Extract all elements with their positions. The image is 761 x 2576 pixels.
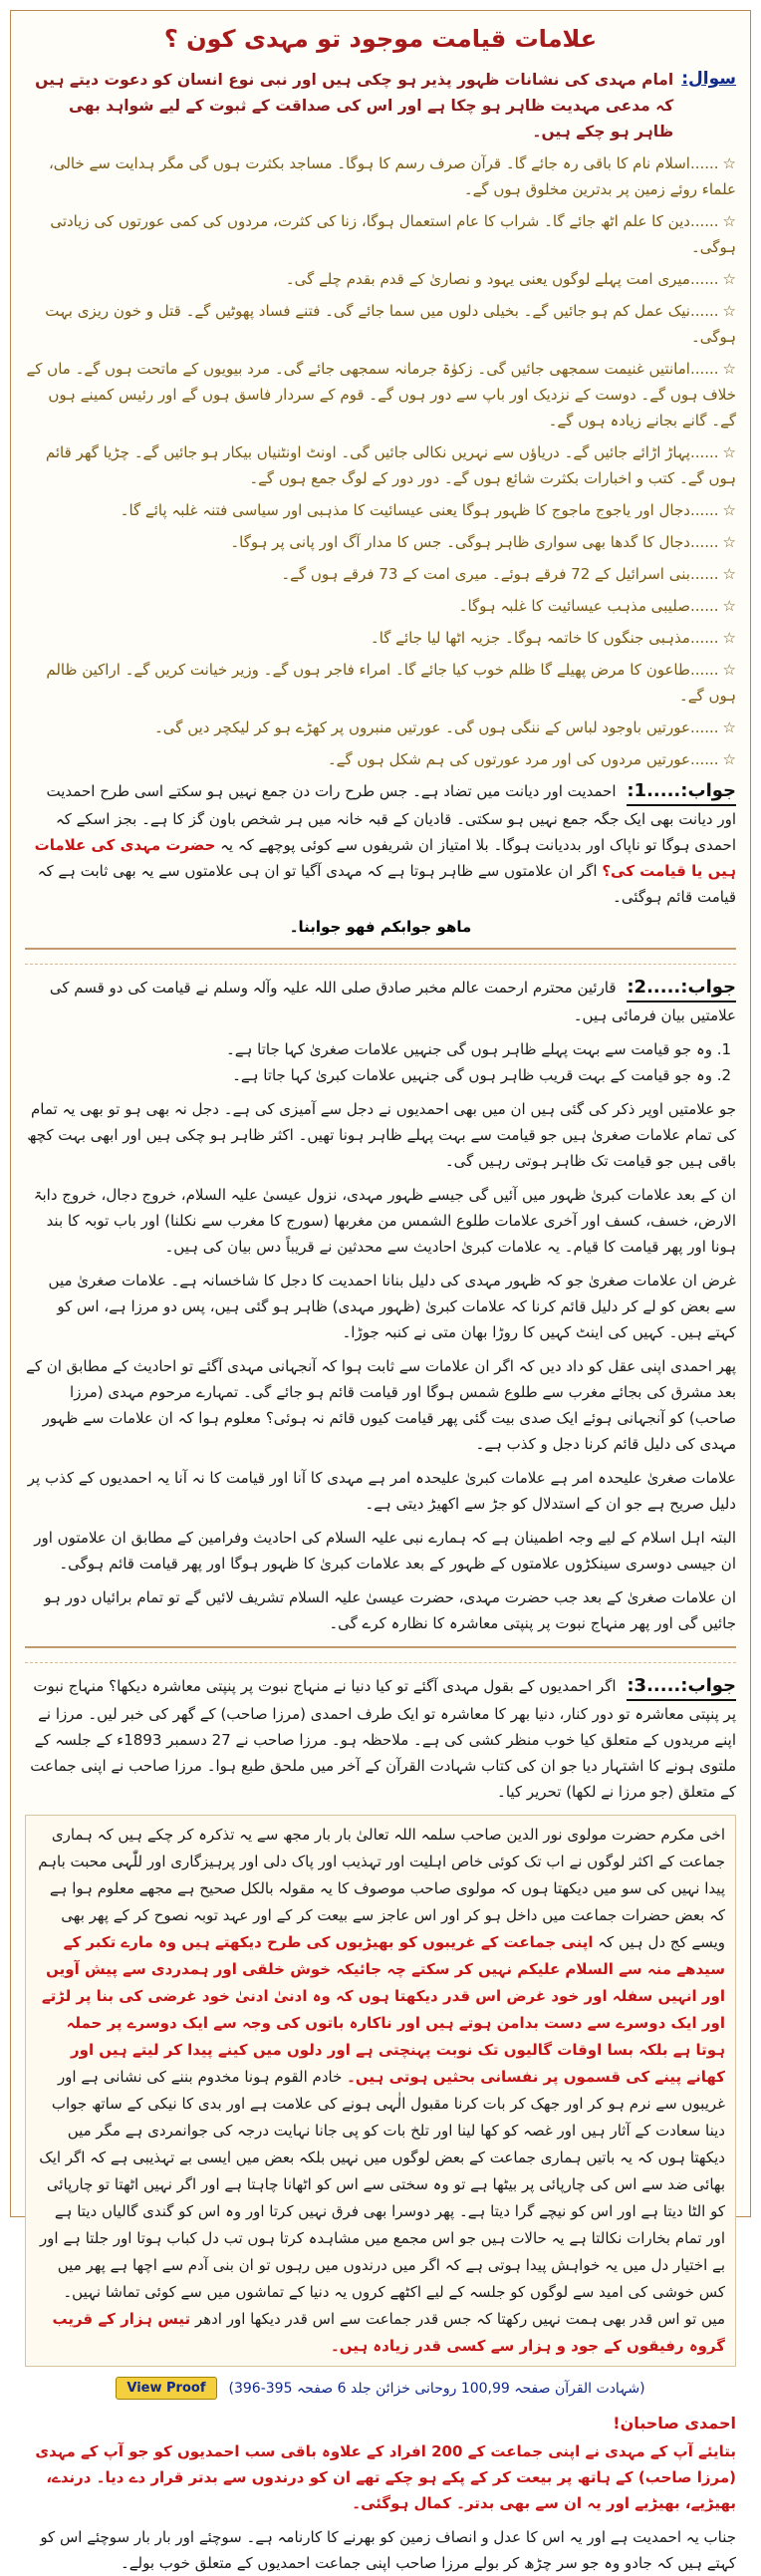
answer-2-intro-paragraph [25, 975, 736, 1028]
answer-number: 1 [634, 780, 647, 801]
sign-text: نیک عمل کم ہو جائیں گے۔ بخیلی دلوں میں سما جائے گی۔ فتنے فساد پھوٹیں گے۔ قتل و خون ریزی بہت ہوگی۔ [45, 302, 736, 346]
view-proof-button[interactable]: View Proof [116, 2377, 216, 2400]
sign-text: میری امت پہلے لوگوں یعنی یہود و نصاریٰ کے قدم بقدم چلے گی۔ [285, 270, 690, 288]
question-section [25, 67, 736, 144]
sign-item: ☆......دجال کا گدھا بھی سواری ظاہر ہوگی۔ جس کا مدار آگ اور پانی پر ہوگا۔ [230, 533, 736, 551]
star-icon: ☆ [722, 154, 736, 172]
sign-kinds-list [25, 1036, 712, 1088]
sign-text: بنی اسرائیل کے 72 فرقے ہوئے۔ میری امت کے 73 فرقے ہوں گے۔ [281, 565, 690, 583]
closing-section [25, 2414, 736, 2576]
star-icon: ☆ [722, 661, 736, 679]
sign-text: مذہبی جنگوں کا خاتمہ ہوگا۔ جزیہ اٹھا لیا جائے گا۔ [370, 629, 690, 647]
question-intro [25, 67, 673, 144]
answer-2-intro: قارئین محترم ارحمت عالم مخبر صادق صلی اللہ علیہ وآلہ وسلم نے قیامت کی دو قسم کی علامتیں بیان فرمائی ہیں۔ [49, 979, 736, 1024]
sign-text: عورتیں باوجود لباس کے ننگی ہوں گی۔ عورتیں منبروں پر کھڑے ہو کر لیکچر دیں گی۔ [154, 718, 690, 736]
sign-item: ☆......دین کا علم اٹھ جائے گا۔ شراب کا عام استعمال ہوگا، زنا کی کثرت، مردوں کی کمی عورتوں کی زیادتی ہوگی۔ [50, 212, 736, 256]
star-icon: ☆ [722, 597, 736, 615]
sign-text: عورتیں مردوں کی اور مرد عورتوں کی ہم شکل ہوں گے۔ [327, 750, 690, 768]
quotation-block [25, 1815, 736, 2367]
closing-paragraph: جناب یہ احمدیت ہے اور یہ اس کا عدل و انصاف زمین کو بھرنے کا کارنامہ ہے۔ سوچئے اور بار بار سوچئے اس کو کہتے ہیں کہ جادو وہ جو سر چڑھ کر بولے مرزا صاحب اپنی جماعت احمدیوں کے متعلق خوب بولے۔ [40, 2528, 736, 2572]
sign-text: طاعون کا مرض پھیلے گا ظلم خوب کیا جائے گا۔ امراء فاجر ہوں گے۔ وزیر خیانت کریں گے۔ اراکین ظالم ہوں گے۔ [46, 661, 736, 705]
answer-2-paragraph: البتہ اہل اسلام کے لیے وجہ اطمینان ہے کہ ہمارے نبی علیہ السلام کی احادیث وفرامین کے مطابق ان علامتوں اور ان جیسی دوسری سینکڑوں علامتوں کے ظہور کے بعد علامات کبریٰ کا ظہور ہوگا اور پھر قیامت قائم ہوگی۔ [34, 1529, 736, 1573]
question-label: سوال: [681, 69, 736, 89]
sign-item: ☆......نیک عمل کم ہو جائیں گے۔ بخیلی دلوں میں سما جائے گی۔ فتنے فساد پھوٹیں گے۔ قتل و خون ریزی بہت ہوگی۔ [45, 302, 736, 346]
sign-item: ☆......میری امت پہلے لوگوں یعنی یہود و نصاریٰ کے قدم بقدم چلے گی۔ [285, 270, 736, 288]
quote-text-continued: خادم القوم ہونا مخدوم بننے کی نشانی ہے اور غریبوں سے نرم ہو کر اور جھک کر بات کرنا مقبول الٰہی ہونے کی علامت ہے اور بدی کا نیکی کے ساتھ جواب دینا سعادت کے آثار ہیں اور غصہ کو کھا لینا اور تلخ بات کو پی جانا نہایت درجہ کی جوانمردی ہے مگر میں دیکھتا ہوں کہ یہ باتیں ہماری جماعت کے بعض لوگوں میں نہیں بلکہ بعض میں ایسی بے تہذیبی ہے کہ اگر ایک بھائی ضد سے اس کی چارپائی پر بیٹھا ہے تو وہ سختی سے اس کو اٹھانا چاہتا ہے اور اگر نہیں اٹھتا تو چارپائی کو الٹا دیتا ہے اور اس کو نیچے گرا دیتا ہے۔ پھر دوسرا بھی فرق نہیں کرتا اور وہ اس کو گندی گالیاں دیتا ہے اور تمام بخارات نکالتا ہے یہ حالات ہیں جو اس مجمع میں مشاہدہ کرتا ہوں تب دل کباب ہوتا اور جلتا ہے اور بے اختیار دل میں یہ خواہش پیدا ہوتی ہے کہ اگر میں درندوں میں رہوں تو ان بنی آدم سے اچھا ہے پھر میں کس خوشی کی امید سے لوگوں کو جلسہ کے لیے اکٹھے کروں یہ دنیا کے تماشوں میں سے کوئی تماشا نہیں۔ میں تو اس قدر بھی ہمت نہیں رکھتا کہ جس قدر جماعت سے اس قدر دیکھا اور ادھر [39, 2068, 725, 2328]
answer-number: 2 [634, 977, 647, 998]
answer-3-intro: اگر احمدیوں کے بقول مہدی آگئے تو کیا دنیا نے منہاج نبوت پر پنپتی معاشرہ دیکھا؟ منہاج نبوت پر پنپتی معاشرہ تو دور کنار، دنیا بھر کا معاشرہ تو ایک طرف احمدی (مرزا صاحب) کے گھر کی خبر لیں۔ مرزا نے اپنے مریدوں کے متعلق کیا خوب منظر کشی کی ہے۔ ملاحظہ ہو۔ مرزا صاحب نے 27 دسمبر 1893ء کے جلسہ کے ملتوی ہونے کا اشتہار دیا جو ان کی کتاب شہادت القرآن کے آخر میں ملحق طبع ہوا۔ مرزا صاحب نے اپنی جماعت کے متعلق (جو مرزا نے لکھا) تحریر کیا۔ [30, 1677, 736, 1801]
star-icon: ☆ [722, 533, 736, 551]
answer-2-paragraph: جو علامتیں اوپر ذکر کی گئی ہیں ان میں بھی احمدیوں نے دجل سے آمیزی کی ہے۔ دجل نہ بھی ہو تو بھی یہ تمام کی تمام علامات صغریٰ ہیں جو قیامت سے بہت پہلے ظاہر ہونا تھیں۔ اکثر ظاہر ہو چکی ہیں اور ابھی بہت کچھ باقی ہیں جو قیامت تک ظاہر ہوتی رہیں گی۔ [27, 1100, 736, 1170]
star-icon: ☆ [722, 443, 736, 461]
sign-item: ☆......اسلام نام کا باقی رہ جائے گا۔ قرآن صرف رسم کا ہوگا۔ مساجد بکثرت ہوں گی مگر ہدایت سے خالی، علماء روئے زمین پر بدترین مخلوق ہوں گے۔ [48, 154, 736, 198]
star-icon: ☆ [722, 501, 736, 519]
sign-item: ☆......امانتیں غنیمت سمجھی جائیں گی۔ زکوٰۃ جرمانہ سمجھی جائے گی۔ مرد بیویوں کے ماتحت ہوں گے۔ ماں کے خلاف ہوں گے۔ دوست کے نزدیک اور باپ سے دور ہوں گے۔ قوم کے سردار فاسق ہوں گے اور رئیس کمینے ہوں گے۔ گانے بجانے زیادہ ہوں گے۔ [26, 360, 736, 429]
answer-label-text: جواب: [680, 780, 736, 801]
star-icon: ☆ [722, 629, 736, 647]
star-icon: ☆ [722, 360, 736, 378]
answer-2-paragraph: ان کے بعد علامات کبریٰ ظہور میں آئیں گی جیسے ظہور مہدی، نزول عیسیٰ علیہ السلام، خروج دجال، خروج دابۃ الارض، خسف، کسف اور آخری علامات طلوع الشمس من مغربھا (سورج کا مغرب سے نکلنا) اور باب توبہ کا بند ہونا اور پھر قیامت کا قیام۔ یہ علامات کبریٰ احادیث سے محدثین نے قریباً دس بیان کی ہیں۔ [33, 1186, 736, 1256]
page-title: علامات قیامت موجود تو مہدی کون ؟ [163, 25, 598, 53]
sign-text: دجال کا گدھا بھی سواری ظاہر ہوگی۔ جس کا مدار آگ اور پانی پر ہوگا۔ [230, 533, 690, 551]
quote-highlight: اپنی جماعت کے غریبوں کو بھیڑیوں کی طرح دیکھتے ہیں وہ مارے تکبر کے سیدھے منہ سے السلام علیکم نہیں کر سکتے چہ جائیکہ خوش خلقی اور ہمدردی سے پیش آویں اور انہیں سفلہ اور خود غرض اس قدر دیکھتا ہوں کہ وہ ادنیٰ ادنیٰ خود غرضی کی بنا پر لڑتے اور ایک دوسرے سے دست بدامن ہوتے ہیں اور ناکارہ باتوں کی وجہ سے ایک دوسرے پر حملہ ہوتا ہے بلکہ بسا اوقات گالیوں تک نوبت پہنچتی ہے اور دلوں میں کینے پیدا کر لیتے ہیں اور کھانے پینے کی قسموں پر نفسانی بحثیں ہوتی ہیں۔ [41, 1933, 725, 2086]
answer-1 [25, 778, 736, 936]
sign-item: ☆......طاعون کا مرض پھیلے گا ظلم خوب کیا جائے گا۔ امراء فاجر ہوں گے۔ وزیر خیانت کریں گے۔ اراکین ظالم ہوں گے۔ [46, 661, 736, 705]
star-icon: ☆ [722, 212, 736, 230]
star-icon: ☆ [722, 270, 736, 288]
sign-item: ☆......صلیبی مذہب عیسائیت کا غلبہ ہوگا۔ [458, 597, 736, 615]
signs-list [25, 150, 736, 772]
star-icon: ☆ [722, 750, 736, 768]
answer-1-label: جواب:.....1: [627, 778, 736, 806]
closing-highlight: بتایئے آپ کے مہدی نے اپنی جماعت کے 200 افراد کے علاوہ باقی سب احمدیوں کو جو آپ کے مہدی (مرزا صاحب) کے ہاتھ پر بیعت کر کے پکے ہو چکے تھے ان کو درندوں سے بدتر قرار دے دیا۔ درندے، بھیڑیے، بھیڑیے اور یہ ان سے بھی بدتر۔ کمال ہوگئی۔ [35, 2442, 736, 2512]
answer-2-paragraph: غرض ان علامات صغریٰ جو کہ ظہور مہدی کی دلیل بنانا احمدیت کا دجل کا شاخسانہ ہے۔ علامات صغریٰ میں سے بعض کو لے کر دلیل قائم کرنا کہ علامات کبریٰ (ظہور مہدی) ظاہر ہو گئی ہیں، پس دو مرزا ہے، اس کو کہتے ہیں۔ کہیں کی اینٹ کہیں کا روڑا بھان متی نے کنبہ جوڑا۔ [48, 1272, 736, 1341]
answer-1-highlight: حضرت مہدی کی علامات ہیں یا قیامت کی؟ [34, 836, 736, 880]
answer-3-intro-paragraph [25, 1673, 736, 1805]
sign-kind-item: 2. وہ جو قیامت کے بہت قریب ظاہر ہوں گی جنہیں علامات کبریٰ کہا جاتا ہے۔ [25, 1062, 712, 1088]
quote-end: تیس ہزار کے قریب گروہ رفیقوں کے جود و ہزار سے کسی قدر زیادہ ہیں۔ [52, 2310, 725, 2355]
sign-text: صلیبی مذہب عیسائیت کا غلبہ ہوگا۔ [458, 597, 690, 615]
star-icon: ☆ [722, 565, 736, 583]
sign-item: ☆......مذہبی جنگوں کا خاتمہ ہوگا۔ جزیہ اٹھا لیا جائے گا۔ [370, 629, 736, 647]
sign-kind-item: 1. وہ جو قیامت سے بہت پہلے ظاہر ہوں گی جنہیں علامات صغریٰ کہا جاتا ہے۔ [25, 1036, 712, 1062]
sign-item: ☆......عورتیں مردوں کی اور مرد عورتوں کی ہم شکل ہوں گے۔ [327, 750, 736, 768]
section-divider [25, 1646, 736, 1663]
sign-text: دجال اور یاجوج ماجوج کا ظہور ہوگا یعنی عیسائیت کا مذہبی اور سیاسی فتنہ غلبہ پائے گا۔ [120, 501, 690, 519]
star-icon: ☆ [722, 302, 736, 320]
sign-text: اسلام نام کا باقی رہ جائے گا۔ قرآن صرف رسم کا ہوگا۔ مساجد بکثرت ہوں گی مگر ہدایت سے خالی، علماء روئے زمین پر بدترین مخلوق ہوں گے۔ [48, 154, 736, 198]
reference-row [25, 2377, 736, 2400]
reference-citation: (شہادت القرآن صفحہ 100,99 روحانی خزائن جلد 6 صفحہ 395-396) [228, 2380, 645, 2397]
answer-1-paragraph [25, 778, 736, 910]
answer-2-paragraph: علامات صغریٰ علیحدہ امر ہے علامات کبریٰ علیحدہ امر ہے مہدی کا آنا اور قیامت کا نہ آنا یہ احمدیوں کے کذب پر دلیل صریح ہے جو ان کے استدلال کو جڑ سے اکھیڑ دیتی ہے۔ [27, 1469, 736, 1513]
closing-address: احمدی صاحبان! [613, 2414, 736, 2433]
answer-2-paragraph: ان علامات صغریٰ کے بعد جب حضرت مہدی، حضرت عیسیٰ علیہ السلام تشریف لائیں گے تو تمام برائیاں دور ہو جائیں گی اور پھر منہاج نبوت پر پنپتی معاشرہ کا نظارہ کرے گی۔ [44, 1588, 736, 1632]
sign-item: ☆......عورتیں باوجود لباس کے ننگی ہوں گی۔ عورتیں منبروں پر کھڑے ہو کر لیکچر دیں گی۔ [154, 718, 736, 736]
sign-text: پہاڑ اڑائے جائیں گے۔ دریاؤں سے نہریں نکالی جائیں گی۔ اونٹ اونٹنیاں بیکار ہو جائیں گے۔ چڑیا گھر قائم ہوں گے۔ کتب و اخبارات بکثرت شائع ہوں گے۔ دور دور کے لوگ جمع ہوں گے۔ [45, 443, 736, 487]
answer-2-label: جواب:.....2: [627, 975, 736, 1002]
answer-1-text: احمدیت اور دیانت میں تضاد ہے۔ جس طرح رات دن جمع نہیں ہو سکتے اسی طرح احمدیت اور دیانت بھی ایک جگہ جمع نہیں ہو سکتی۔ قادیان کے قبہ خانہ میں ہر شخص باون گز کا ہے۔ بجز اسکے کہ احمدی ہوگا تو ناپاک اور بددیانت ہوگا۔ بلا امتیاز ان شریفوں سے کوئی پوچھے کہ یہ [46, 782, 736, 854]
answer-label-text: جواب: [680, 1675, 736, 1696]
answer-2 [25, 975, 736, 1636]
answer-1-closing: ماھو جوابکم فھو جوابنا۔ [289, 918, 472, 936]
star-icon: ☆ [722, 718, 736, 736]
answer-1-tail: اگر ان علامتوں سے ظاہر ہوتا ہے کہ مہدی آگیا تو ان ہی علامتوں سے یہ بھی ثابت ہے کہ قیامت قائم ہوگئی۔ [37, 862, 736, 906]
sign-item: ☆......دجال اور یاجوج ماجوج کا ظہور ہوگا یعنی عیسائیت کا مذہبی اور سیاسی فتنہ غلبہ پائے گا۔ [120, 501, 736, 519]
quote-text: اخی مکرم حضرت مولوی نور الدین صاحب سلمہ اللہ تعالیٰ بار بار مجھ سے یہ تذکرہ کر چکے ہیں کہ ہماری جماعت کے اکثر لوگوں نے اب تک کوئی خاص اہلیت اور تہذیب اور پاک دلی اور پرہیزگاری اور للّٰہی محبت باہم پیدا نہیں کی سو میں دیکھتا ہوں کہ مولوی صاحب موصوف کا یہ مقولہ بالکل صحیح ہے مجھے معلوم ہوا ہے کہ بعض حضرات جماعت میں داخل ہو کر اور اس عاجز سے بیعت کر کے اور عہد توبہ نصوح کر کے پھر بھی ویسے کج دل ہیں کہ [38, 1826, 725, 1951]
answer-2-paragraph: پھر احمدی اپنی عقل کو داد دیں کہ اگر ان علامات سے ثابت ہوا کہ آنجہانی مہدی آگئے تو احادیث کے مطابق ان کے بعد مشرق کی بجائے مغرب سے طلوع شمس ہوگا اور قیامت قائم ہو جائے گی۔ تمہارے مرحوم مہدی (مرزا صاحب) کو آنجہانی ہوئے ایک صدی بیت گئی پھر قیامت کیوں قائم نہ ہوئی؟ معلوم ہوا کہ ان علامات سے ظہور مہدی کی دلیل قائم کرنا دجل و کذب ہے۔ [26, 1357, 736, 1453]
sign-text: دین کا علم اٹھ جائے گا۔ شراب کا عام استعمال ہوگا، زنا کی کثرت، مردوں کی کمی عورتوں کی زیادتی ہوگی۔ [50, 212, 736, 256]
sign-item: ☆......پہاڑ اڑائے جائیں گے۔ دریاؤں سے نہریں نکالی جائیں گی۔ اونٹ اونٹنیاں بیکار ہو جائیں گے۔ چڑیا گھر قائم ہوں گے۔ کتب و اخبارات بکثرت شائع ہوں گے۔ دور دور کے لوگ جمع ہوں گے۔ [45, 443, 736, 487]
question-intro-text: امام مہدی کی نشانات ظہور پذیر ہو چکی ہیں اور نبی نوع انسان کو دعوت دیتے ہیں کہ مدعی مہدیت ظاہر ہو چکا ہے اور اس کی صداقت کے ثبوت کے لیے شواہد بھی ظاہر ہو چکے ہیں۔ [35, 71, 674, 141]
answer-number: 3 [634, 1675, 647, 1696]
answer-3-label: جواب:.....3: [627, 1673, 736, 1701]
sign-text: امانتیں غنیمت سمجھی جائیں گی۔ زکوٰۃ جرمانہ سمجھی جائے گی۔ مرد بیویوں کے ماتحت ہوں گے۔ ماں کے خلاف ہوں گے۔ دوست کے نزدیک اور باپ سے دور ہوں گے۔ قوم کے سردار فاسق ہوں گے اور رئیس کمینے ہوں گے۔ گانے بجانے زیادہ ہوں گے۔ [26, 360, 736, 429]
section-divider [25, 948, 736, 965]
article-page [10, 10, 751, 2572]
answer-label-text: جواب: [680, 977, 736, 998]
answer-3 [25, 1673, 736, 2367]
sign-item: ☆......بنی اسرائیل کے 72 فرقے ہوئے۔ میری امت کے 73 فرقے ہوں گے۔ [281, 565, 736, 583]
